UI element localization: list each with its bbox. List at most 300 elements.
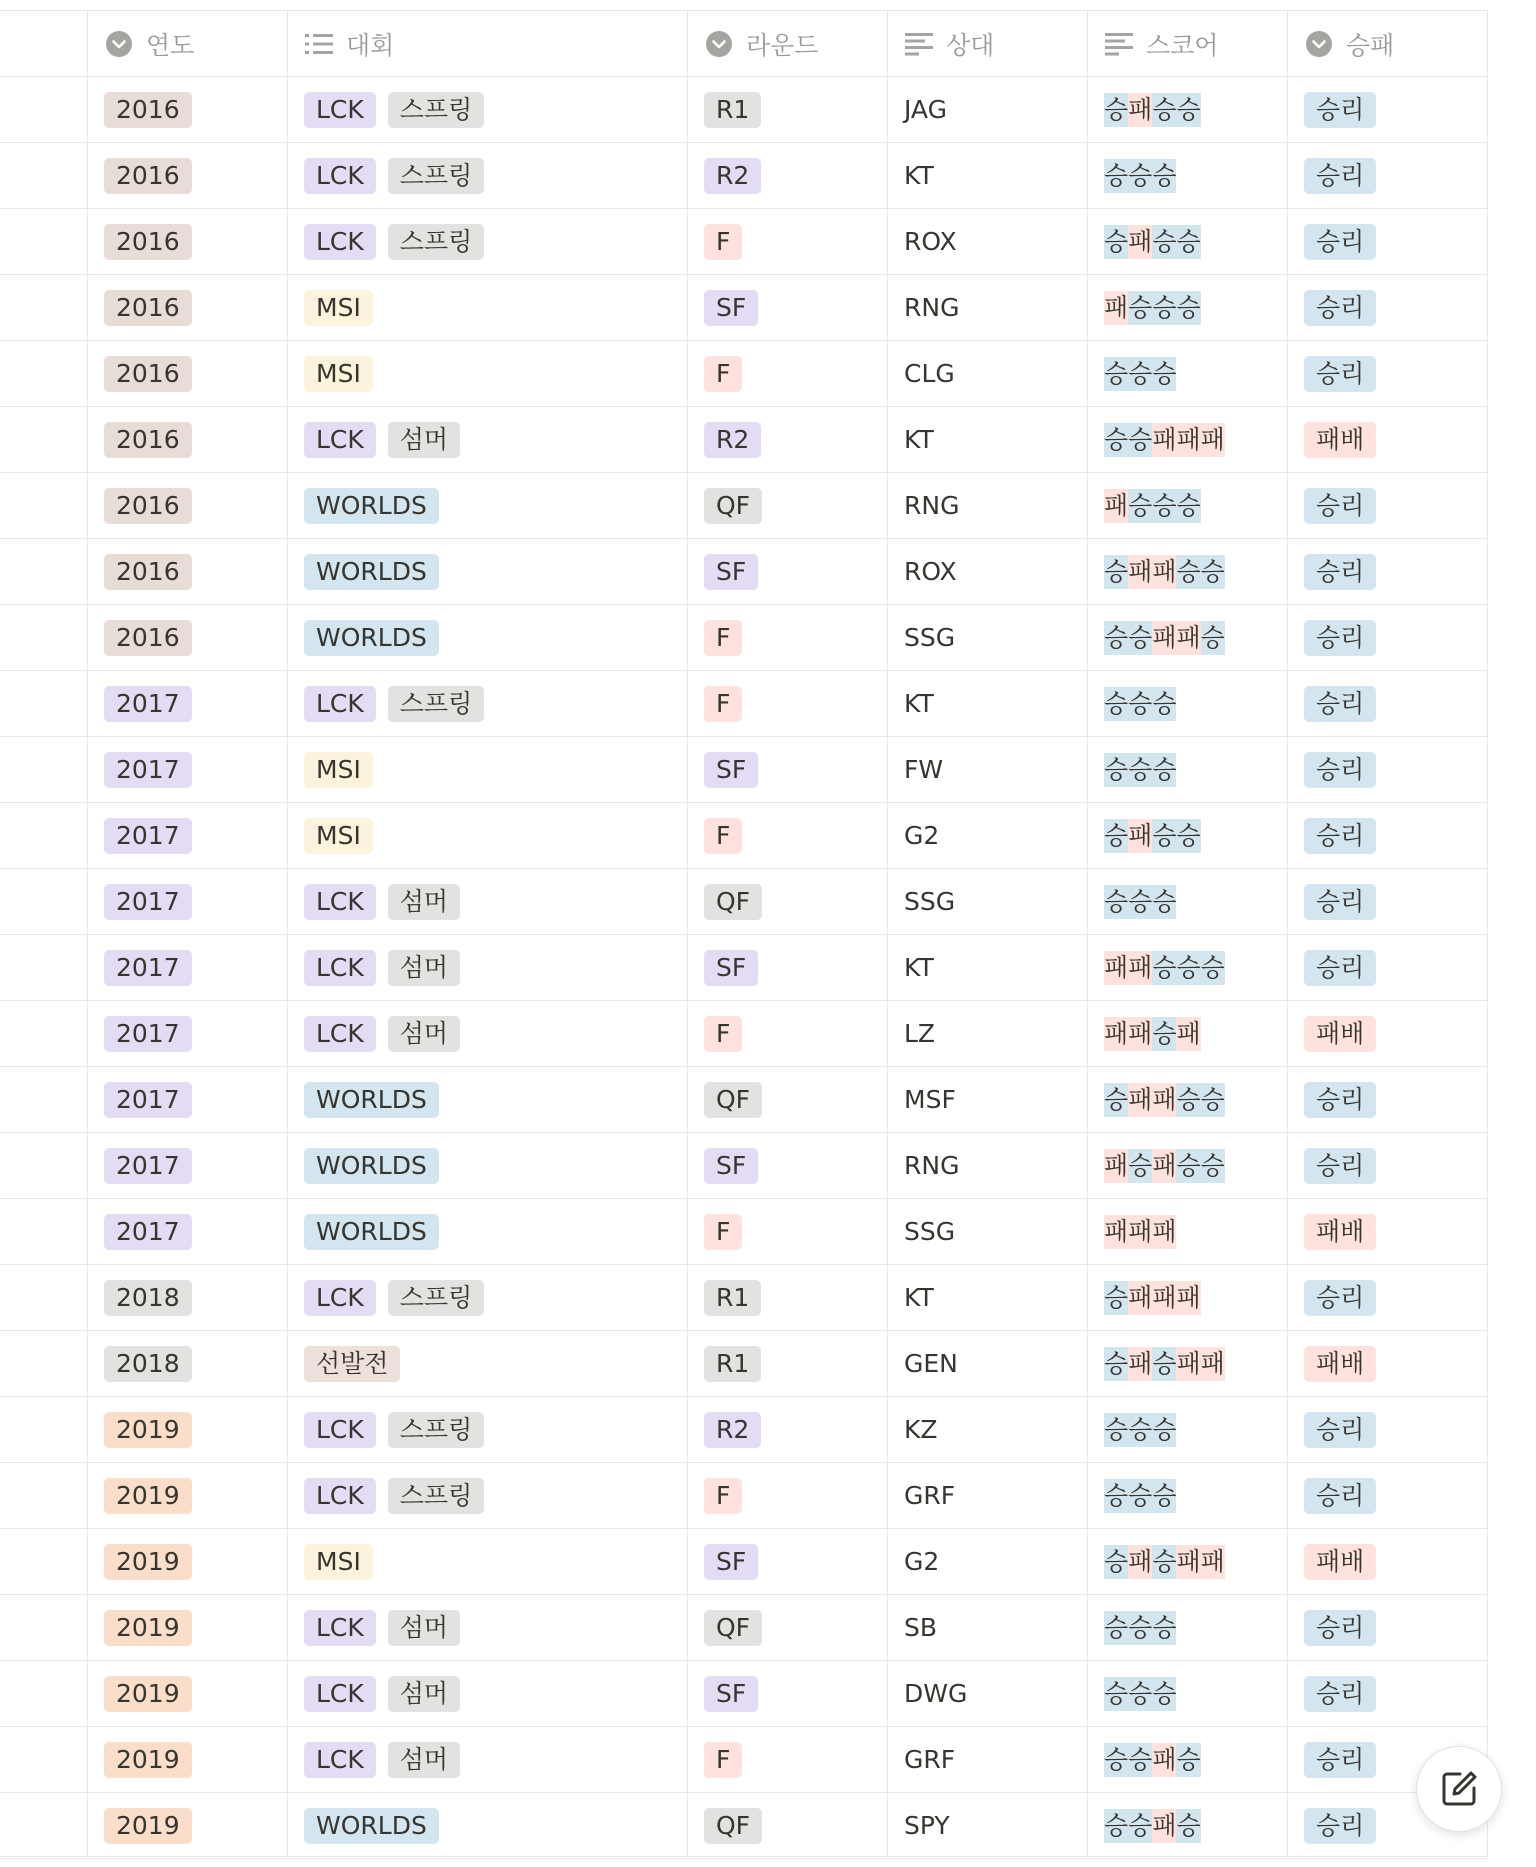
cell-opponent[interactable] xyxy=(887,275,1087,340)
cell-result[interactable] xyxy=(1287,539,1488,604)
cell-year[interactable] xyxy=(87,1595,287,1660)
table-row[interactable] xyxy=(0,1001,1488,1067)
cell-result[interactable] xyxy=(1287,1133,1488,1198)
text-icon xyxy=(904,29,934,59)
cell-score[interactable] xyxy=(1087,1793,1287,1858)
cell-score[interactable] xyxy=(1087,1661,1287,1726)
cell-opponent[interactable] xyxy=(887,407,1087,472)
result-tag: 승리 xyxy=(1304,818,1376,854)
cell-year[interactable] xyxy=(87,605,287,670)
cell-year[interactable] xyxy=(87,1001,287,1066)
cell-year[interactable] xyxy=(87,1529,287,1594)
row-handle xyxy=(0,1793,87,1858)
cell-result[interactable] xyxy=(1287,275,1488,340)
cell-score[interactable] xyxy=(1087,671,1287,736)
cell-round[interactable] xyxy=(687,77,887,142)
cell-result[interactable] xyxy=(1287,935,1488,1000)
table-row[interactable] xyxy=(0,737,1488,803)
cell-result[interactable] xyxy=(1287,737,1488,802)
year-tag: 2017 xyxy=(104,818,192,854)
cell-result[interactable] xyxy=(1287,1199,1488,1264)
table-row[interactable] xyxy=(0,209,1488,275)
round-tag: R2 xyxy=(704,1412,761,1448)
year-tag: 2016 xyxy=(104,158,192,194)
round-tag: SF xyxy=(704,1544,758,1580)
cell-result[interactable] xyxy=(1287,473,1488,538)
year-tag: 2016 xyxy=(104,356,192,392)
cell-score[interactable] xyxy=(1087,539,1287,604)
cell-year[interactable] xyxy=(87,1463,287,1528)
cell-result[interactable] xyxy=(1287,407,1488,472)
cell-year[interactable] xyxy=(87,1661,287,1726)
cell-score[interactable] xyxy=(1087,1331,1287,1396)
round-tag: R1 xyxy=(704,1346,761,1382)
cell-event[interactable] xyxy=(287,1331,687,1396)
cell-score[interactable] xyxy=(1087,1265,1287,1330)
cell-year[interactable] xyxy=(87,341,287,406)
cell-opponent[interactable] xyxy=(887,1331,1087,1396)
cell-event[interactable] xyxy=(287,473,687,538)
cell-score[interactable] xyxy=(1087,473,1287,538)
select-icon xyxy=(704,29,734,59)
round-tag: R1 xyxy=(704,1280,761,1316)
year-tag: 2016 xyxy=(104,224,192,260)
cell-year[interactable] xyxy=(87,737,287,802)
cell-event[interactable] xyxy=(287,1199,687,1264)
cell-year[interactable] xyxy=(87,671,287,736)
score-text: 승 승 승 xyxy=(1104,1413,1176,1447)
opponent-text: KZ xyxy=(904,1415,938,1444)
opponent-text: KT xyxy=(904,1283,934,1312)
cell-year[interactable] xyxy=(87,209,287,274)
event-tag: LCK xyxy=(304,422,376,458)
cell-year[interactable] xyxy=(87,143,287,208)
result-tag: 승리 xyxy=(1304,686,1376,722)
cell-round[interactable] xyxy=(687,473,887,538)
result-tag: 패배 xyxy=(1304,422,1376,458)
row-handle xyxy=(0,1199,87,1264)
result-tag: 승리 xyxy=(1304,1148,1376,1184)
cell-result[interactable] xyxy=(1287,605,1488,670)
column-header-event[interactable] xyxy=(287,11,687,76)
cell-opponent[interactable] xyxy=(887,1661,1087,1726)
cell-year[interactable] xyxy=(87,1331,287,1396)
cell-year[interactable] xyxy=(87,1397,287,1462)
table-row[interactable] xyxy=(0,1529,1488,1595)
cell-score[interactable] xyxy=(1087,1067,1287,1132)
row-handle xyxy=(0,1133,87,1198)
year-tag: 2016 xyxy=(104,554,192,590)
cell-event[interactable] xyxy=(287,803,687,868)
cell-event[interactable] xyxy=(287,1661,687,1726)
cell-event[interactable] xyxy=(287,1793,687,1858)
cell-score[interactable] xyxy=(1087,407,1287,472)
cell-year[interactable] xyxy=(87,77,287,142)
year-tag: 2019 xyxy=(104,1412,192,1448)
event-tag: LCK xyxy=(304,1676,376,1712)
cell-opponent[interactable] xyxy=(887,935,1087,1000)
table-row[interactable] xyxy=(0,1199,1488,1265)
cell-year[interactable] xyxy=(87,869,287,934)
event-tag: WORLDS xyxy=(304,1148,439,1184)
opponent-text: FW xyxy=(904,755,944,784)
table-row[interactable] xyxy=(0,1133,1488,1199)
cell-round[interactable] xyxy=(687,737,887,802)
column-header-label: 대회 xyxy=(346,30,395,60)
table-row[interactable] xyxy=(0,1727,1488,1793)
cell-result[interactable] xyxy=(1287,1595,1488,1660)
year-tag: 2016 xyxy=(104,620,192,656)
cell-year[interactable] xyxy=(87,473,287,538)
round-tag: F xyxy=(704,1742,742,1778)
cell-event[interactable] xyxy=(287,1463,687,1528)
cell-result[interactable] xyxy=(1287,869,1488,934)
cell-round[interactable] xyxy=(687,1199,887,1264)
cell-opponent[interactable] xyxy=(887,605,1087,670)
cell-round[interactable] xyxy=(687,341,887,406)
table-row[interactable] xyxy=(0,1595,1488,1661)
cell-score[interactable] xyxy=(1087,1397,1287,1462)
cell-result[interactable] xyxy=(1287,1265,1488,1330)
cell-result[interactable] xyxy=(1287,803,1488,868)
cell-event[interactable] xyxy=(287,1265,687,1330)
cell-round[interactable] xyxy=(687,1661,887,1726)
cell-opponent[interactable] xyxy=(887,341,1087,406)
cell-year[interactable] xyxy=(87,935,287,1000)
cell-event[interactable] xyxy=(287,1001,687,1066)
cell-event[interactable] xyxy=(287,209,687,274)
cell-round[interactable] xyxy=(687,539,887,604)
table-row[interactable] xyxy=(0,1463,1488,1529)
score-text: 승 패 승 승 xyxy=(1104,93,1201,127)
cell-score[interactable] xyxy=(1087,1529,1287,1594)
cell-score[interactable] xyxy=(1087,803,1287,868)
cell-opponent[interactable] xyxy=(887,209,1087,274)
column-header-label: 라운드 xyxy=(746,30,819,60)
cell-year[interactable] xyxy=(87,1727,287,1792)
cell-round[interactable] xyxy=(687,1067,887,1132)
column-header-label: 스코어 xyxy=(1146,30,1219,60)
opponent-text: ROX xyxy=(904,227,957,256)
table-row[interactable] xyxy=(0,143,1488,209)
cell-year[interactable] xyxy=(87,407,287,472)
cell-score[interactable] xyxy=(1087,935,1287,1000)
column-header-round[interactable] xyxy=(687,11,887,76)
column-header-score[interactable] xyxy=(1087,11,1287,76)
cell-score[interactable] xyxy=(1087,1463,1287,1528)
multi-select-icon xyxy=(304,29,334,59)
cell-opponent[interactable] xyxy=(887,1001,1087,1066)
event-tag: MSI xyxy=(304,818,373,854)
result-tag: 승리 xyxy=(1304,224,1376,260)
cell-event[interactable] xyxy=(287,605,687,670)
event-tag: MSI xyxy=(304,356,373,392)
row-handle xyxy=(0,1463,87,1528)
result-tag: 승리 xyxy=(1304,1478,1376,1514)
year-tag: 2016 xyxy=(104,488,192,524)
text-icon xyxy=(1104,29,1134,59)
cell-opponent[interactable] xyxy=(887,473,1087,538)
cell-event[interactable] xyxy=(287,671,687,736)
score-text: 패 승 패 승 승 xyxy=(1104,1149,1225,1183)
column-header-year[interactable] xyxy=(87,11,287,76)
cell-year[interactable] xyxy=(87,1199,287,1264)
cell-result[interactable] xyxy=(1287,143,1488,208)
round-tag: SF xyxy=(704,554,758,590)
cell-score[interactable] xyxy=(1087,275,1287,340)
cell-round[interactable] xyxy=(687,407,887,472)
table-row[interactable] xyxy=(0,1397,1488,1463)
table-row[interactable] xyxy=(0,1331,1488,1397)
score-text: 패 패 승 승 승 xyxy=(1104,951,1225,985)
round-tag: F xyxy=(704,686,742,722)
split-tag: 스프링 xyxy=(388,224,484,260)
cell-year[interactable] xyxy=(87,1133,287,1198)
cell-event[interactable] xyxy=(287,737,687,802)
opponent-text: SPY xyxy=(904,1811,950,1840)
cell-opponent[interactable] xyxy=(887,671,1087,736)
cell-event[interactable] xyxy=(287,143,687,208)
cell-opponent[interactable] xyxy=(887,1133,1087,1198)
row-handle xyxy=(0,77,87,142)
row-handle xyxy=(0,1529,87,1594)
cell-result[interactable] xyxy=(1287,1463,1488,1528)
cell-score[interactable] xyxy=(1087,1727,1287,1792)
event-tag: LCK xyxy=(304,158,376,194)
cell-opponent[interactable] xyxy=(887,1793,1087,1858)
cell-round[interactable] xyxy=(687,209,887,274)
cell-year[interactable] xyxy=(87,275,287,340)
cell-round[interactable] xyxy=(687,1793,887,1858)
cell-year[interactable] xyxy=(87,539,287,604)
result-tag: 승리 xyxy=(1304,158,1376,194)
cell-opponent[interactable] xyxy=(887,1727,1087,1792)
opponent-text: G2 xyxy=(904,821,940,850)
cell-year[interactable] xyxy=(87,1265,287,1330)
cell-opponent[interactable] xyxy=(887,1199,1087,1264)
cell-result[interactable] xyxy=(1287,671,1488,736)
cell-opponent[interactable] xyxy=(887,77,1087,142)
cell-result[interactable] xyxy=(1287,1529,1488,1594)
cell-event[interactable] xyxy=(287,1397,687,1462)
cell-opponent[interactable] xyxy=(887,1067,1087,1132)
cell-event[interactable] xyxy=(287,407,687,472)
table-row[interactable] xyxy=(0,407,1488,473)
event-tag: MSI xyxy=(304,752,373,788)
cell-score[interactable] xyxy=(1087,737,1287,802)
opponent-text: KT xyxy=(904,161,934,190)
cell-event[interactable] xyxy=(287,935,687,1000)
opponent-text: KT xyxy=(904,425,934,454)
split-tag: 섬머 xyxy=(388,884,460,920)
table-row[interactable] xyxy=(0,1793,1488,1859)
table-row[interactable] xyxy=(0,539,1488,605)
table-row[interactable] xyxy=(0,803,1488,869)
split-tag: 스프링 xyxy=(388,92,484,128)
score-text: 승 승 패 패 승 xyxy=(1104,621,1225,655)
cell-event[interactable] xyxy=(287,275,687,340)
cell-result[interactable] xyxy=(1287,1331,1488,1396)
event-tag: LCK xyxy=(304,950,376,986)
result-tag: 승리 xyxy=(1304,950,1376,986)
cell-event[interactable] xyxy=(287,77,687,142)
opponent-text: CLG xyxy=(904,359,955,388)
event-tag: WORLDS xyxy=(304,1214,439,1250)
table-header xyxy=(0,10,1488,77)
cell-score[interactable] xyxy=(1087,605,1287,670)
table-row[interactable] xyxy=(0,1067,1488,1133)
cell-opponent[interactable] xyxy=(887,143,1087,208)
cell-round[interactable] xyxy=(687,1397,887,1462)
table-row[interactable] xyxy=(0,275,1488,341)
cell-result[interactable] xyxy=(1287,1661,1488,1726)
split-tag: 스프링 xyxy=(388,686,484,722)
event-tag: WORLDS xyxy=(304,554,439,590)
year-tag: 2017 xyxy=(104,1148,192,1184)
cell-result[interactable] xyxy=(1287,1001,1488,1066)
score-text: 승 패 패 패 xyxy=(1104,1281,1201,1315)
row-handle xyxy=(0,935,87,1000)
round-tag: R2 xyxy=(704,158,761,194)
column-header-result[interactable] xyxy=(1287,11,1488,76)
cell-year[interactable] xyxy=(87,1067,287,1132)
year-tag: 2016 xyxy=(104,92,192,128)
row-handle-header xyxy=(0,11,87,76)
cell-round[interactable] xyxy=(687,1529,887,1594)
round-tag: F xyxy=(704,620,742,656)
cell-opponent[interactable] xyxy=(887,1463,1087,1528)
score-text: 승 승 승 xyxy=(1104,885,1176,919)
split-tag: 섬머 xyxy=(388,1676,460,1712)
cell-result[interactable] xyxy=(1287,1067,1488,1132)
cell-result[interactable] xyxy=(1287,77,1488,142)
row-handle xyxy=(0,1727,87,1792)
cell-result[interactable] xyxy=(1287,341,1488,406)
round-tag: SF xyxy=(704,950,758,986)
cell-round[interactable] xyxy=(687,1463,887,1528)
column-header-opponent[interactable] xyxy=(887,11,1087,76)
cell-event[interactable] xyxy=(287,1133,687,1198)
cell-event[interactable] xyxy=(287,869,687,934)
result-tag: 패배 xyxy=(1304,1346,1376,1382)
cell-event[interactable] xyxy=(287,1067,687,1132)
cell-event[interactable] xyxy=(287,1727,687,1792)
cell-opponent[interactable] xyxy=(887,869,1087,934)
cell-opponent[interactable] xyxy=(887,803,1087,868)
round-tag: R1 xyxy=(704,92,761,128)
row-handle xyxy=(0,869,87,934)
cell-round[interactable] xyxy=(687,1133,887,1198)
result-tag: 승리 xyxy=(1304,554,1376,590)
cell-score[interactable] xyxy=(1087,869,1287,934)
cell-round[interactable] xyxy=(687,869,887,934)
round-tag: F xyxy=(704,818,742,854)
cell-score[interactable] xyxy=(1087,1595,1287,1660)
score-text: 승 패 패 승 승 xyxy=(1104,555,1225,589)
table-row[interactable] xyxy=(0,341,1488,407)
cell-event[interactable] xyxy=(287,341,687,406)
result-tag: 승리 xyxy=(1304,1610,1376,1646)
cell-year[interactable] xyxy=(87,803,287,868)
cell-opponent[interactable] xyxy=(887,539,1087,604)
opponent-text: RNG xyxy=(904,1151,960,1180)
cell-score[interactable] xyxy=(1087,77,1287,142)
round-tag: SF xyxy=(704,1148,758,1184)
opponent-text: JAG xyxy=(904,95,947,124)
select-icon xyxy=(104,29,134,59)
year-tag: 2017 xyxy=(104,1214,192,1250)
table-row[interactable] xyxy=(0,1661,1488,1727)
opponent-text: RNG xyxy=(904,293,960,322)
table-row[interactable] xyxy=(0,935,1488,1001)
cell-score[interactable] xyxy=(1087,1133,1287,1198)
table-row[interactable] xyxy=(0,473,1488,539)
compose-button[interactable] xyxy=(1416,1746,1502,1832)
cell-round[interactable] xyxy=(687,803,887,868)
cell-score[interactable] xyxy=(1087,143,1287,208)
row-handle xyxy=(0,1397,87,1462)
cell-round[interactable] xyxy=(687,1001,887,1066)
table-row[interactable] xyxy=(0,605,1488,671)
cell-round[interactable] xyxy=(687,671,887,736)
cell-event[interactable] xyxy=(287,1595,687,1660)
cell-round[interactable] xyxy=(687,1595,887,1660)
cell-result[interactable] xyxy=(1287,209,1488,274)
result-tag: 패배 xyxy=(1304,1016,1376,1052)
cell-opponent[interactable] xyxy=(887,737,1087,802)
cell-score[interactable] xyxy=(1087,1001,1287,1066)
row-handle xyxy=(0,1661,87,1726)
row-handle xyxy=(0,341,87,406)
cell-event[interactable] xyxy=(287,539,687,604)
cell-event[interactable] xyxy=(287,1529,687,1594)
event-tag: WORLDS xyxy=(304,1082,439,1118)
cell-result[interactable] xyxy=(1287,1397,1488,1462)
cell-opponent[interactable] xyxy=(887,1397,1087,1462)
table-row[interactable] xyxy=(0,1265,1488,1331)
cell-round[interactable] xyxy=(687,1265,887,1330)
opponent-text: SB xyxy=(904,1613,938,1642)
opponent-text: MSF xyxy=(904,1085,956,1114)
cell-year[interactable] xyxy=(87,1793,287,1858)
cell-score[interactable] xyxy=(1087,209,1287,274)
table-body xyxy=(0,77,1488,1859)
result-tag: 승리 xyxy=(1304,752,1376,788)
cell-round[interactable] xyxy=(687,275,887,340)
score-text: 패 승 승 승 xyxy=(1104,489,1201,523)
cell-round[interactable] xyxy=(687,935,887,1000)
cell-round[interactable] xyxy=(687,605,887,670)
cell-opponent[interactable] xyxy=(887,1529,1087,1594)
cell-opponent[interactable] xyxy=(887,1265,1087,1330)
cell-score[interactable] xyxy=(1087,341,1287,406)
cell-round[interactable] xyxy=(687,1331,887,1396)
cell-round[interactable] xyxy=(687,143,887,208)
opponent-text: GEN xyxy=(904,1349,958,1378)
cell-round[interactable] xyxy=(687,1727,887,1792)
score-text: 승 패 승 승 xyxy=(1104,225,1201,259)
result-tag: 승리 xyxy=(1304,488,1376,524)
result-tag: 승리 xyxy=(1304,290,1376,326)
opponent-text: SSG xyxy=(904,1217,956,1246)
opponent-text: G2 xyxy=(904,1547,940,1576)
database-table xyxy=(0,10,1488,1859)
table-row[interactable] xyxy=(0,77,1488,143)
cell-opponent[interactable] xyxy=(887,1595,1087,1660)
cell-score[interactable] xyxy=(1087,1199,1287,1264)
table-row[interactable] xyxy=(0,671,1488,737)
table-row[interactable] xyxy=(0,869,1488,935)
